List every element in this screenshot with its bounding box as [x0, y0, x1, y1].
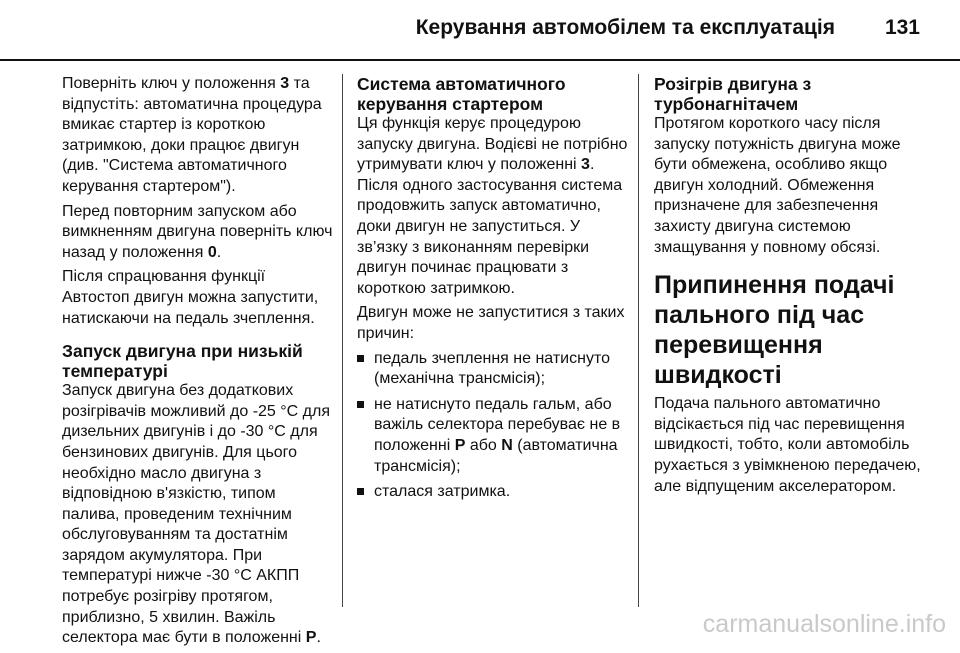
paragraph-auto-starter: Ця функція керує процедурою запуску двигуна. Водієві не потрібно утримувати ключ у положенні 3. Після одного застосування система продовжить запуск автоматично, доки двигун не запуститься. У зв’язку з виконанням перевірки двигун починає працювати з короткою затримкою.	[357, 115, 628, 297]
list-item: педаль зчеплення не натиснуто (механічна трансмісія);	[357, 349, 629, 390]
heading-auto-starter: Система автоматичного керування стартером	[357, 74, 566, 114]
list-item: сталася затримка.	[357, 482, 629, 503]
heading-fuel-cutoff: Припинення подачі пального під час перевищення швидкості	[654, 271, 895, 390]
column-divider-1	[342, 74, 343, 607]
bullet-icon	[357, 355, 364, 362]
paragraph-return-key: Перед повторним запуском або вимкненням двигуна поверніть ключ назад у положення 0.	[62, 202, 333, 261]
column-divider-2	[638, 74, 639, 607]
paragraph-cold-start: Запуск двигуна без додаткових розігрівачів можливий до -25 °C для дизельних двигунів і до -30 °C для бензинових двигунів. Для цього необхідно масло двигуна з відповідною в'язкістю, типом палива, проведеним технічним обслуговуванням та достатнім зарядом акумулятора. При температурі нижче -30 °C АКПП потребує розігріву протягом, приблизно, 5 хвилин. Важіль селектора має бути в положенні P.	[62, 382, 330, 647]
list-item: не натиснуто педаль гальм, або важіль селектора перебуває не в положенні P або N (автоматична трансмісія);	[357, 395, 629, 477]
column-middle	[357, 74, 629, 508]
bullet-icon	[357, 488, 364, 495]
page-header-title: Керування автомобілем та експлуатація	[415, 16, 835, 39]
paragraph-turn-key: Поверніть ключ у положення 3 та відпустіть: автоматична процедура вмикає стартер із короткою затримкою, доки працює двигун (див. "Система автоматичного керування стартером").	[62, 75, 322, 195]
header-divider	[0, 59, 960, 61]
bullet-icon	[357, 401, 364, 408]
page-header	[0, 0, 960, 60]
key-position-3: 3	[280, 75, 290, 92]
paragraph-reasons: Двигун може не запуститися з таких причин:	[357, 304, 625, 342]
heading-turbo-warmup: Розігрів двигуна з турбонагнітачем	[654, 74, 812, 114]
key-position-0: 0	[207, 243, 217, 261]
paragraph-autostop: Після спрацювання функції Автостоп двигун можна запустити, натискаючи на педаль зчеплення.	[62, 268, 319, 327]
column-left	[62, 74, 334, 653]
key-position-3-middle: 3	[581, 156, 590, 174]
column-right	[654, 74, 924, 501]
reasons-list	[357, 349, 629, 503]
heading-cold-start: Запуск двигуна при низькій температурі	[62, 341, 303, 382]
watermark: carmanualsonline.info	[702, 610, 946, 638]
selector-position-p: P	[305, 629, 317, 647]
paragraph-fuel-cutoff: Подача пального автоматично відсікається під час перевищення швидкості, тобто, коли автомобіль рухається з увімкненою передачею, але відпущеним акселератором.	[654, 395, 921, 495]
page-number: 131	[884, 16, 920, 39]
paragraph-turbo-warmup: Протягом короткого часу після запуску потужність двигуна може бути обмежена, особливо якщо двигун холодний. Обмеження призначене для забезпечення захисту двигуна системою змащування у повному обсязі.	[654, 115, 901, 256]
